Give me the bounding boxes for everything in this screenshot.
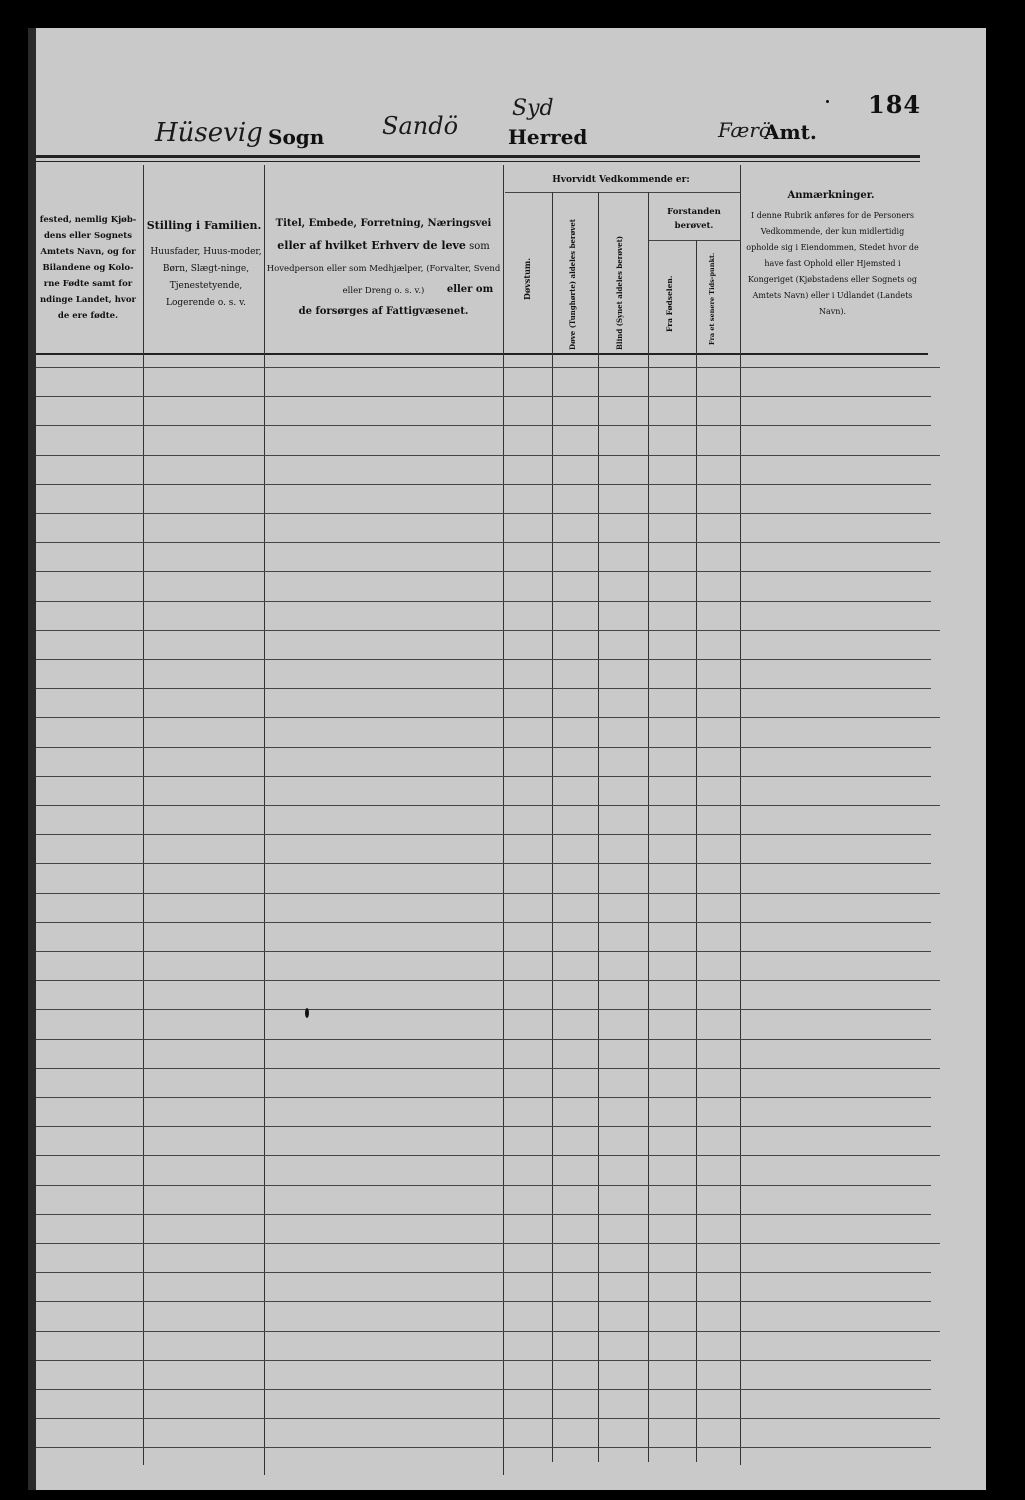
page-number: 184: [868, 90, 922, 119]
insane-birth-header: Fra Fødselen.: [665, 275, 674, 332]
table-row-rule: [36, 455, 940, 456]
herred-label: Herred: [508, 125, 588, 149]
insane-group-header: Forstanden berøvet.: [667, 207, 721, 231]
table-row-rule: [36, 1039, 931, 1040]
table-row-rule: [36, 630, 940, 631]
remarks-title: Anmærkninger.: [787, 190, 875, 201]
amt-label: Amt.: [764, 120, 817, 144]
table-row-rule: [36, 1155, 940, 1156]
column-divider: [143, 165, 144, 1465]
table-row-rule: [36, 688, 931, 689]
table-row-rule: [36, 1068, 940, 1069]
table-row-rule: [36, 893, 940, 894]
table-row-rule: [36, 1009, 931, 1010]
occupation-title: Titel, Embede, Forretning, Næringsvei: [275, 218, 492, 229]
occupation-line4: eller om: [446, 284, 494, 295]
herred-handwritten: Sandö: [382, 112, 459, 140]
header-rule: [36, 155, 920, 158]
table-row-rule: [36, 863, 931, 864]
family-position-desc: Huusfader, Huus-moder, Børn, Slægt-ninge, Tjenestetyende, Logerende o. s. v.: [150, 247, 262, 308]
parish-handwritten: Hüsevig: [155, 118, 263, 148]
occupation-line2b: som: [469, 241, 490, 252]
table-row-rule: [36, 1389, 931, 1390]
herred-correction: Syd: [512, 96, 554, 121]
table-row-rule: [36, 1272, 931, 1273]
table-row-rule: [36, 601, 931, 602]
occupation-desc: Hovedperson eller som Medhjælper, (Forvalter, Svend eller Dreng o. s. v.): [266, 264, 501, 296]
table-row-rule: [36, 1214, 931, 1215]
ink-blot: [305, 1008, 309, 1018]
amt-handwritten: Færö: [718, 118, 771, 142]
header-bottom-rule: [36, 353, 928, 355]
disability-group-header: Hvorvidt Vedkommende er:: [552, 175, 690, 185]
occupation-line5: de forsørges af Fattigvæsenet.: [298, 306, 469, 317]
blind-halfwit-header: Døve (Tunghørte) aldeles berøvet: [568, 218, 577, 350]
table-row-rule: [36, 747, 931, 748]
family-position-title-text: Stilling i Familien.: [146, 219, 262, 232]
deaf-header: Døvstum.: [522, 257, 532, 300]
ink-dot: [826, 100, 829, 103]
table-row-rule: [36, 980, 940, 981]
table-row-rule: [36, 1301, 931, 1302]
insane-group-rule: [648, 240, 741, 241]
table-row-rule: [36, 1097, 931, 1098]
table-row-rule: [36, 1331, 940, 1332]
bleed-through-text: [350, 795, 357, 820]
table-row-rule: [36, 571, 931, 572]
table-row-rule: [36, 951, 931, 952]
header-rule-thin: [36, 161, 920, 162]
birthplace-header: fested, nemlig Kjøb-dens eller Sognets Amtets Navn, og for Bilandene og Kolo-rne Fødte samt for ndinge Landet, hvor de ere fødte.: [39, 215, 137, 321]
table-row-rule: [36, 805, 940, 806]
table-row-rule: [36, 1360, 931, 1361]
insane-later-header: Fra et senere Tids-punkt.: [708, 252, 716, 345]
blind-header: Blind (Synet aldeles berøvet): [615, 235, 624, 350]
table-row-rule: [36, 834, 931, 835]
column-divider: [740, 165, 741, 1465]
disability-group-rule: [505, 192, 741, 193]
table-row-rule: [36, 776, 931, 777]
table-row-rule: [36, 922, 931, 923]
table-row-rule: [36, 1126, 931, 1127]
table-row-rule: [36, 1185, 931, 1186]
column-divider: [503, 165, 504, 1475]
table-row-rule: [36, 1418, 940, 1419]
occupation-line2-text: eller af hvilket Erhverv de leve: [277, 239, 466, 252]
table-row-rule: [36, 367, 940, 368]
table-row-rule: [36, 717, 940, 718]
parish-label: Sogn: [268, 125, 325, 149]
table-row-rule: [36, 542, 940, 543]
column-divider: [696, 240, 697, 1462]
occupation-line2: [265, 238, 502, 254]
column-divider: [264, 165, 265, 1475]
table-row-rule: [36, 425, 931, 426]
table-row-rule: [36, 396, 931, 397]
table-row-rule: [36, 484, 931, 485]
table-row-rule: [36, 1447, 931, 1448]
remarks-desc: I denne Rubrik anføres for de Personers Vedkommende, der kun midlertidig opholde sig i Eiendommen, Stedet hvor de have fast Ophold eller Hjemsted i Kongeriget (Kjøbstadens eller Sognets og Amtets Navn) eller i Udlandet (Landets Navn).: [746, 211, 919, 316]
table-row-rule: [36, 659, 931, 660]
family-position-title: [145, 218, 263, 234]
table-row-rule: [36, 1243, 940, 1244]
table-row-rule: [36, 513, 931, 514]
